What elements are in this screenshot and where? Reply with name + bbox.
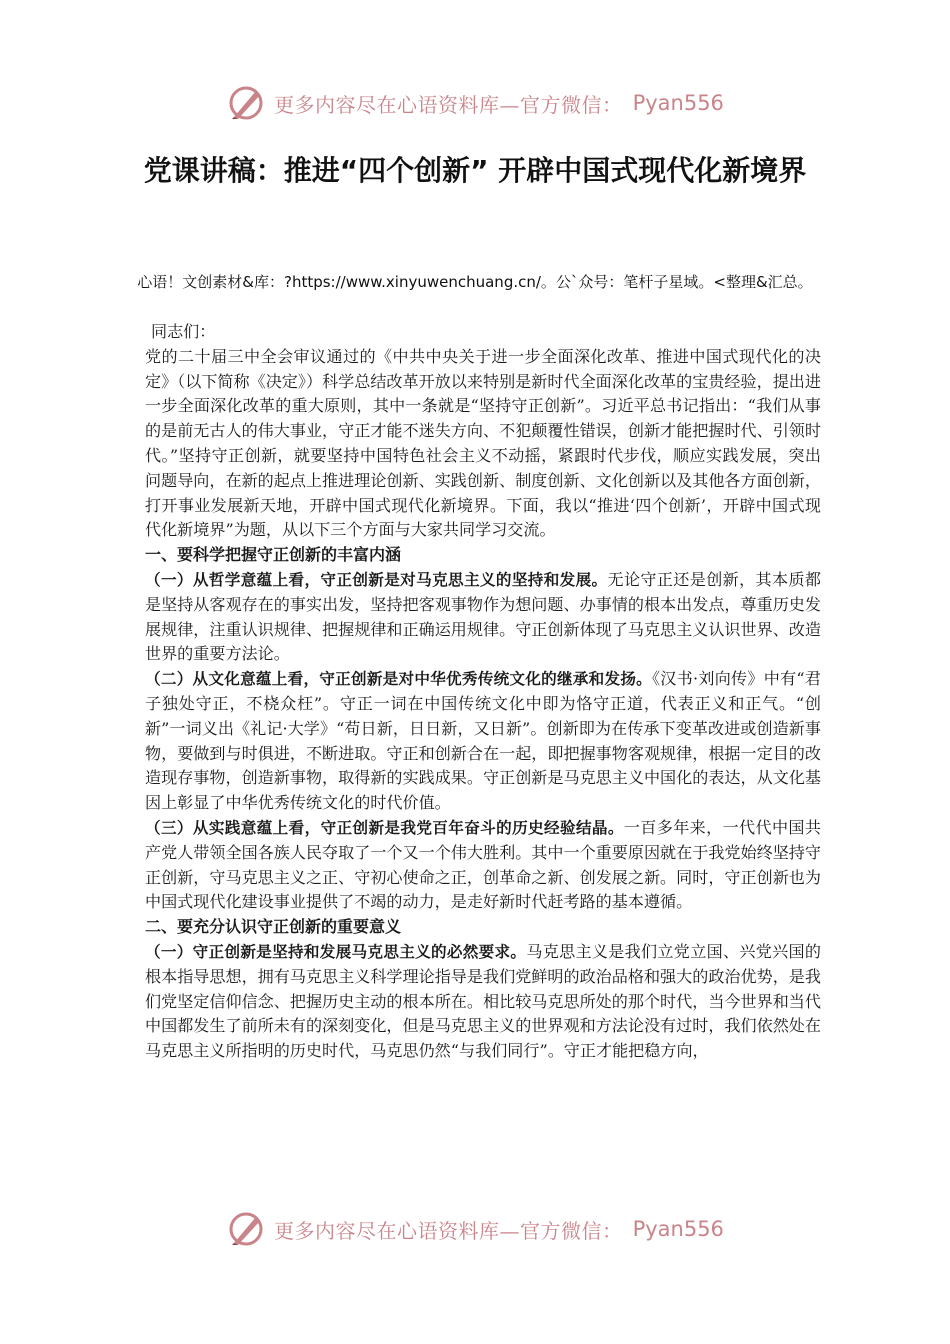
pen-logo-icon	[226, 83, 266, 123]
paragraph-text: 一百多年来，一代代中国共产党人带领全国各族人民夺取了一个又一个伟大胜利。其中一个重要原因就在于我党始终坚持守正创新，守马克思主义之正、守初心使命之正，创革命之新、创发展之新。同时，守正创新也为中国式现代化建设事业提供了不竭的动力，是走好新时代赶考路的基本遵循。	[145, 817, 821, 912]
header-watermark-banner	[0, 80, 950, 126]
paragraph-text: 马克思主义是我们立党立国、兴党兴国的根本指导思想，拥有马克思主义科学理论指导是我们党鲜明的政治品格和强大的政治优势，是我们党坚定信仰信念、把握历史主动的根本所在。相比较马克思所处的那个时代，当今世界和当代中国都发生了前所未有的深刻变化，但是马克思主义的世界观和方法论没有过时，我们依然处在马克思主义所指明的历史时代，马克思仍然“与我们同行”。守正才能把稳方向，	[145, 941, 821, 1061]
section-heading: 一、要科学把握守正创新的丰富内涵	[145, 545, 402, 565]
paragraph-lead: （二）从文化意蕴上看，守正创新是对中华优秀传统文化的继承和发扬。	[145, 670, 653, 689]
banner-text: 更多内容尽在心语资料库—官方微信：	[274, 92, 623, 117]
body-paragraph	[145, 667, 821, 816]
paragraph-lead: （三）从实践意蕴上看，守正创新是我党百年奋斗的历史经验结晶。	[145, 818, 624, 837]
greeting: 同志们：	[151, 322, 216, 341]
document-title: 党课讲稿：推进“四个创新” 开辟中国式现代化新境界	[143, 154, 807, 187]
banner-handle: Pyan556	[632, 91, 724, 115]
paragraph-lead: （一）从哲学意蕴上看，守正创新是对马克思主义的坚持和发展。	[145, 570, 608, 589]
source-note: 心语！文创素材&库：?https://www.xinyuwenchuang.cn/。公`众号：笔杆子星域。<整理&汇总。	[137, 273, 813, 291]
paragraph-lead: （一）守正创新是坚持和发展马克思主义的必然要求。	[145, 942, 527, 961]
body-paragraph	[145, 816, 821, 915]
section-heading: 二、要充分认识守正创新的重要意义	[145, 917, 402, 937]
body-paragraph	[145, 940, 821, 1064]
banner-handle: Pyan556	[632, 1217, 724, 1241]
intro-paragraph: 党的二十届三中全会审议通过的《中共中央关于进一步全面深化改革、推进中国式现代化的决定》（以下简称《决定》）科学总结改革开放以来特别是新时代全面深化改革的宝贵经验，提出进一步全面深化改革的重大原则，其中一条就是“坚持守正创新”。习近平总书记指出：“我们从事的是前无古人的伟大事业，守正才能不迷失方向、不犯颠覆性错误，创新才能把握时代、引领时代。”坚持守正创新，就要坚持中国特色社会主义不动摇，紧跟时代步伐，顺应实践发展，突出问题导向，在新的起点上推进理论创新、实践创新、制度创新、文化创新以及其他各方面创新，打开事业发展新天地，开辟中国式现代化新境界。下面，我以“推进‘四个创新’，开辟中国式现代化新境界”为题，从以下三个方面与大家共同学习交流。	[145, 346, 821, 540]
footer-watermark-banner	[0, 1206, 950, 1252]
paragraph-text: 《汉书·刘向传》中有“君子独处守正，不桡众枉”。守正一词在中国传统文化中即为恪守正道，代表正义和正气。“创新”一词义出《礼记·大学》“苟日新，日日新，又日新”。创新即为在传承下变革改进或创造新事物，要做到与时俱进，不断进取。守正和创新合在一起，即把握事物客观规律，根据一定目的改造现存事物，创造新事物，取得新的实践成果。守正创新是马克思主义中国化的表达，从文化基因上彰显了中华优秀传统文化的时代价值。	[145, 669, 821, 813]
banner-text: 更多内容尽在心语资料库—官方微信：	[274, 1218, 623, 1243]
pen-logo-icon	[226, 1209, 266, 1249]
paragraph-text: 无论守正还是创新，其本质都是坚持从客观存在的事实出发，坚持把客观事物作为想问题、办事情的根本出发点，尊重历史发展规律，注重认识规律、把握规律和正确运用规律。守正创新体现了马克思主义认识世界、改造世界的重要方法论。	[145, 569, 821, 664]
document-body	[145, 320, 821, 1064]
body-paragraph	[145, 568, 821, 667]
